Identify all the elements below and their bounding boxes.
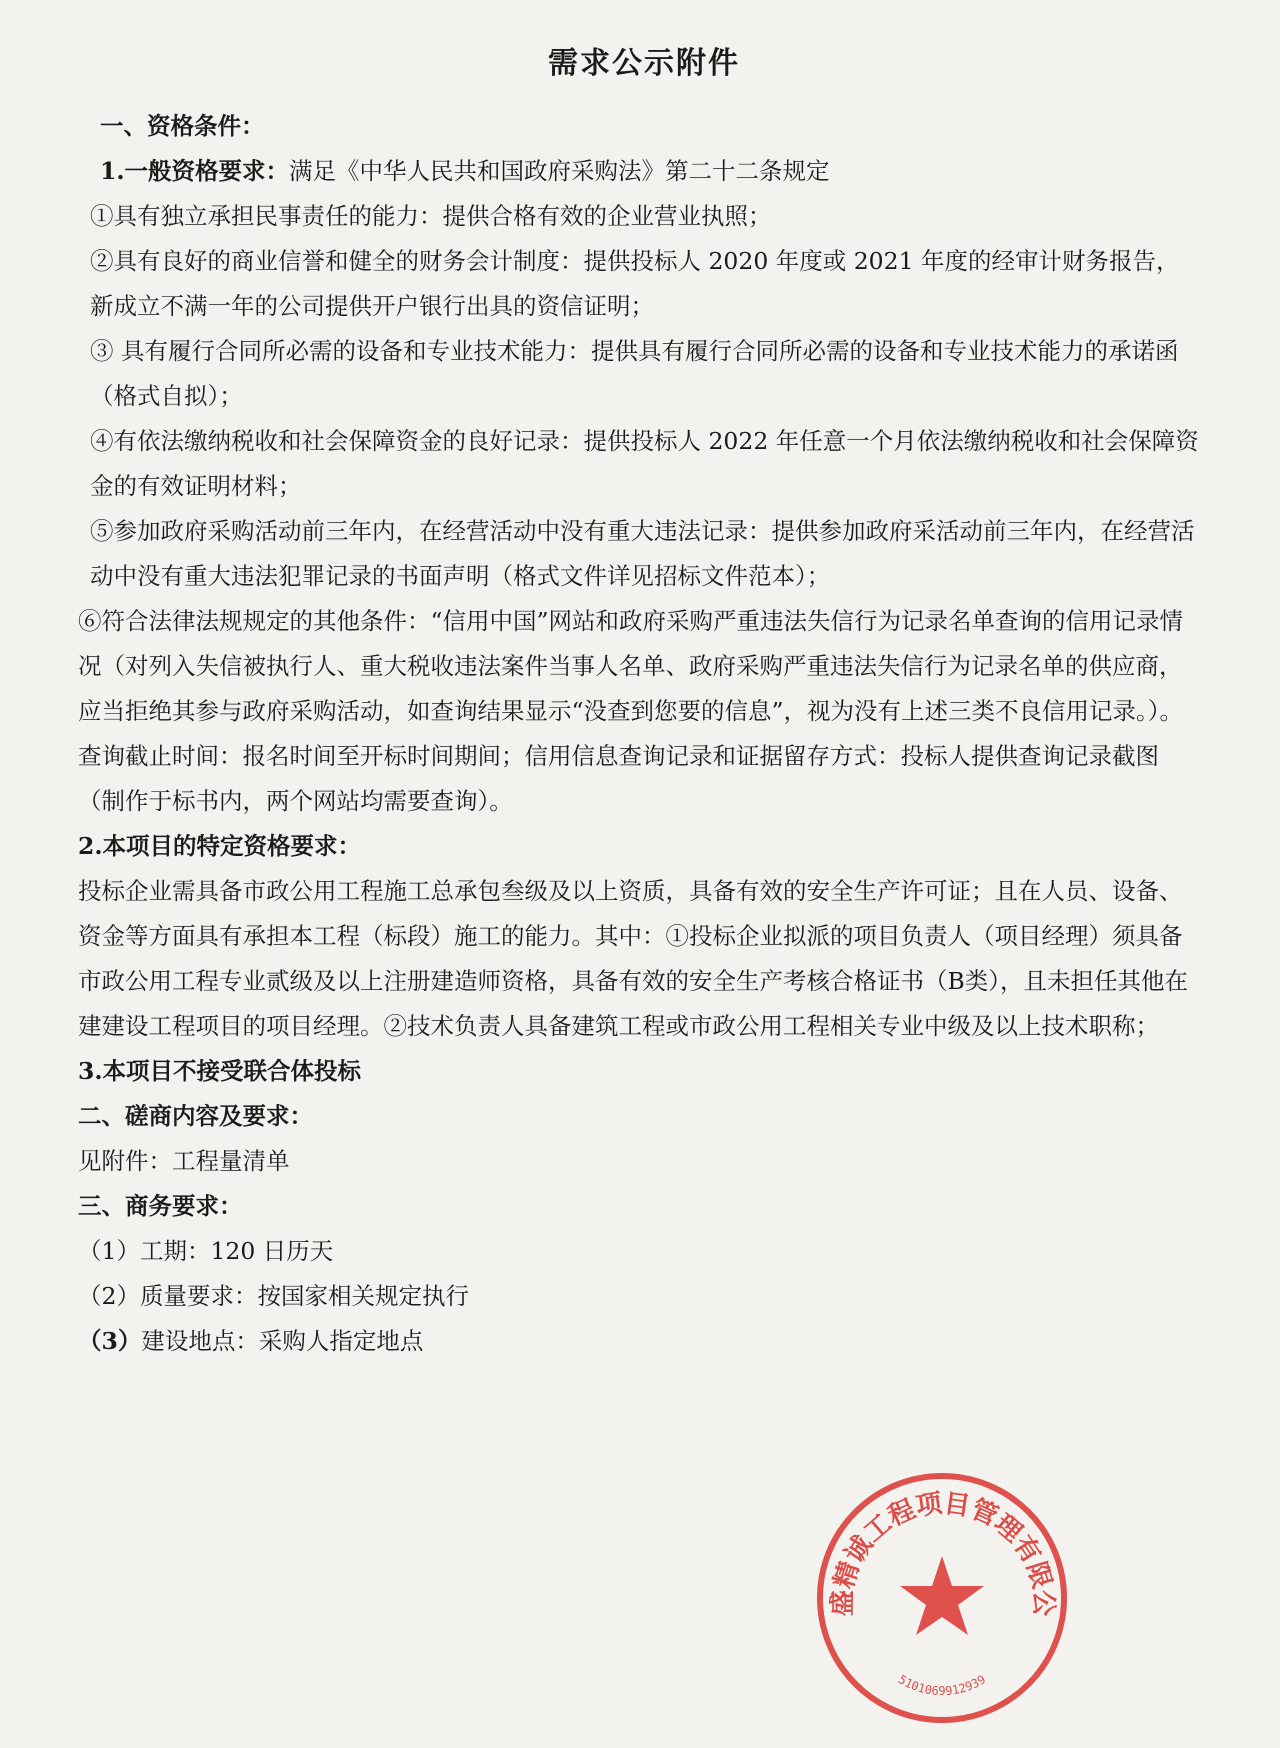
business-item-3 [78, 1319, 1210, 1364]
consortium-note: 3.本项目不接受联合体投标 [78, 1057, 362, 1085]
section-heading-consultation: 二、磋商内容及要求： [78, 1102, 313, 1130]
general-requirement-text: 满足《中华人民共和国政府采购法》第二十二条规定 [289, 157, 830, 185]
specific-requirement-text: 投标企业需具备市政公用工程施工总承包叁级及以上资质，具备有效的安全生产许可证；且在人员、设备、资金等方面具有承担本工程（标段）施工的能力。其中：①投标企业拟派的项目负责人（项目经理）须具备市政公用工程专业贰级及以上注册建造师资格，具备有效的安全生产考核合格证书（B类），且未担任其他在建建设工程项目的项目经理。②技术负责人具备建筑工程或市政公用工程相关专业中级及以上技术职称； [78, 877, 1189, 1040]
seal-code: 5101069912939 [895, 1672, 989, 1699]
qualification-item-4: ④有依法缴纳税收和社会保障资金的良好记录：提供投标人 2022 年任意一个月依法缴纳税收和社会保障资金的有效证明材料； [90, 427, 1199, 500]
general-requirement-label: 1.一般资格要求： [100, 157, 290, 185]
business-item-1-text: 工期：120 日历天 [139, 1237, 334, 1265]
general-requirement [78, 149, 1210, 194]
qualification-item-1: ①具有独立承担民事责任的能力：提供合格有效的企业营业执照； [90, 202, 772, 230]
business-item-2 [78, 1274, 1210, 1319]
business-item-2-text: 质量要求：按国家相关规定执行 [139, 1282, 469, 1310]
company-seal [812, 1468, 1072, 1728]
business-item-3-text: 建设地点：采购人指定地点 [141, 1327, 424, 1355]
business-item-1 [78, 1229, 1210, 1274]
business-item-3-number: （3） [78, 1327, 142, 1355]
seal-star-icon [900, 1556, 984, 1635]
page-title: 需求公示附件 [548, 46, 740, 81]
seal-company-name: 盛精诚工程项目管理有限公 [827, 1488, 1059, 1617]
consultation-text: 见附件：工程量清单 [78, 1147, 290, 1175]
business-item-1-number: （1） [78, 1237, 140, 1265]
qualification-item-5: ⑤参加政府采购活动前三年内，在经营活动中没有重大违法记录：提供参加政府采活动前三年内，在经营活动中没有重大违法犯罪记录的书面声明（格式文件详见招标文件范本）； [90, 517, 1195, 590]
section-heading-qualification: 一、资格条件： [100, 112, 265, 140]
specific-requirement-label: 2.本项目的特定资格要求： [78, 832, 362, 860]
seal-icon [812, 1468, 1072, 1728]
section-heading-business: 三、商务要求： [78, 1192, 243, 1220]
qualification-item-6: ⑥符合法律法规规定的其他条件：“信用中国”网站和政府采购严重违法失信行为记录名单查询的信用记录情况（对列入失信被执行人、重大税收违法案件当事人名单、政府采购严重违法失信行为记录名单的供应商，应当拒绝其参与政府采购活动，如查询结果显示“没查到您要的信息”，视为没有上述三类不良信用记录。）。查询截止时间：报名时间至开标时间期间；信用信息查询记录和证据留存方式：投标人提供查询记录截图（制作于标书内，两个网站均需要查询）。 [78, 607, 1184, 815]
qualification-item-2: ②具有良好的商业信誉和健全的财务会计制度：提供投标人 2020 年度或 2021 年度的经审计财务报告，新成立不满一年的公司提供开户银行出具的资信证明； [90, 247, 1180, 320]
qualification-item-3: ③ 具有履行合同所必需的设备和专业技术能力：提供具有履行合同所必需的设备和专业技术能力的承诺函（格式自拟）； [90, 337, 1179, 410]
business-item-2-number: （2） [78, 1282, 140, 1310]
